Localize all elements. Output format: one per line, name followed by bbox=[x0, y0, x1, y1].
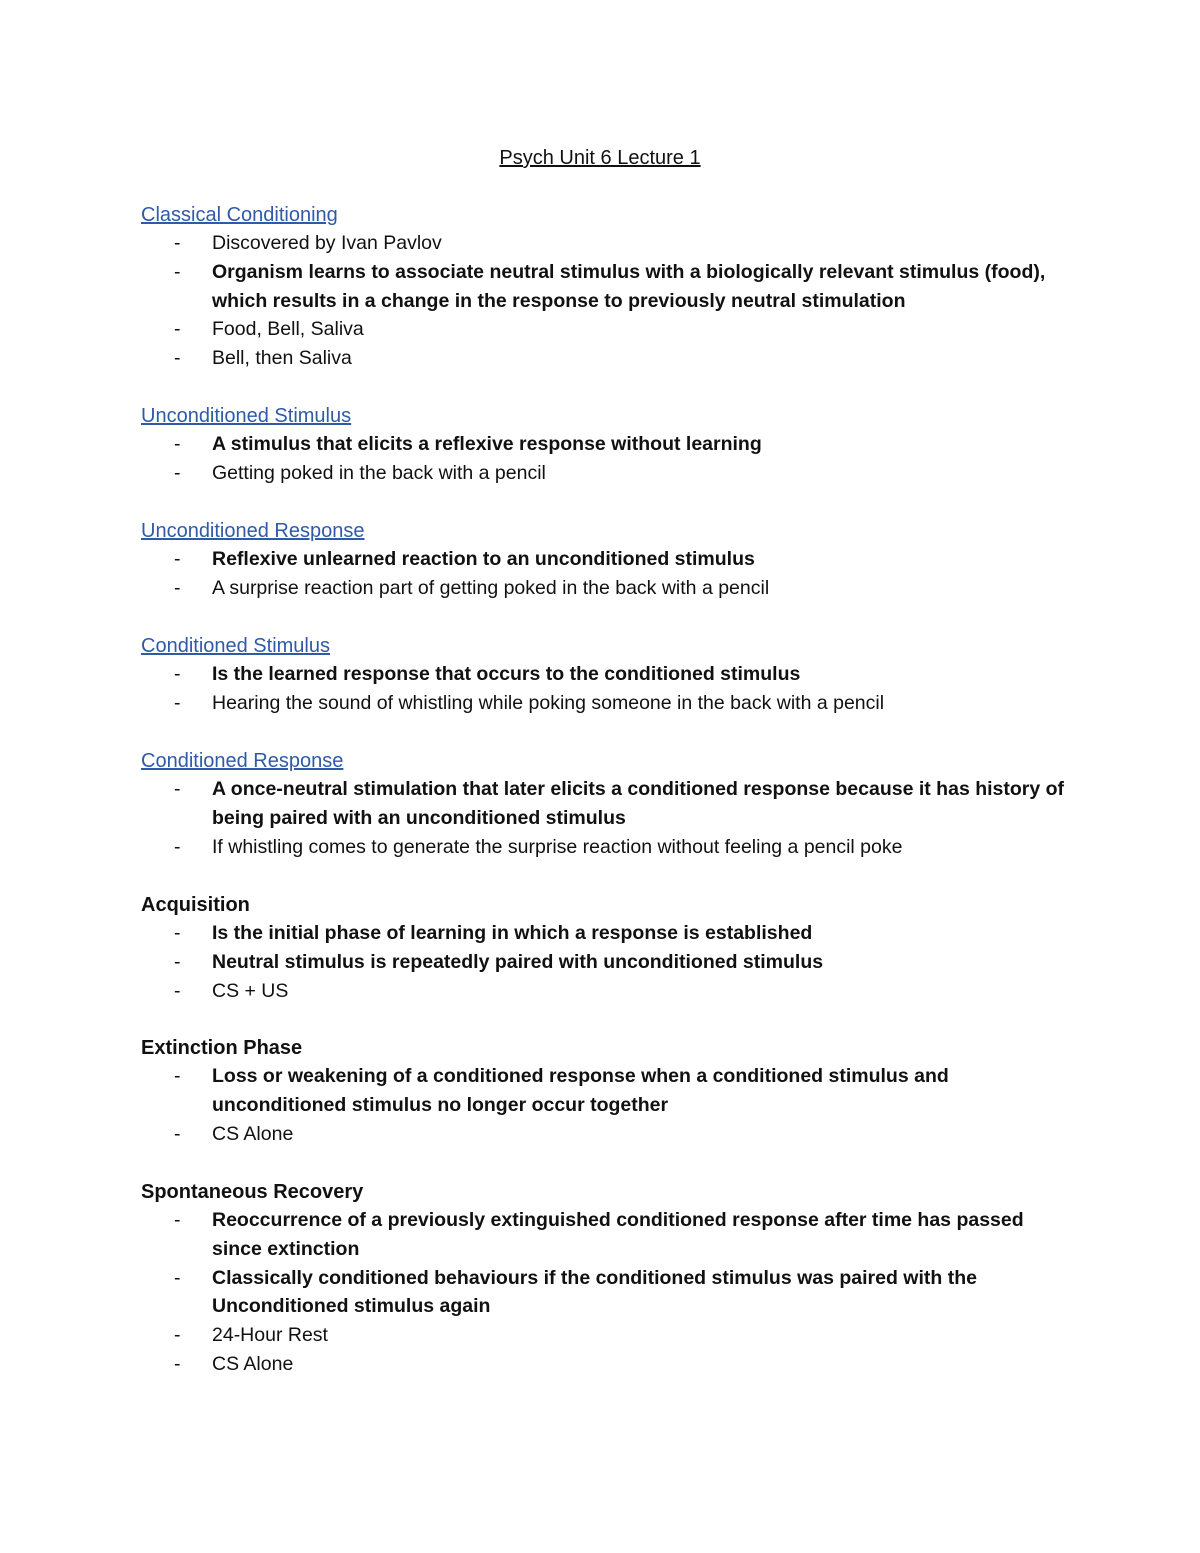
dash-bullet-icon: - bbox=[174, 1324, 181, 1347]
bullet-list bbox=[141, 775, 1071, 861]
section-heading: Unconditioned Response bbox=[141, 520, 365, 542]
bullet-item bbox=[141, 1264, 1071, 1322]
dash-bullet-icon: - bbox=[174, 232, 181, 254]
bullet-text: Neutral stimulus is repeatedly paired with unconditioned stimulus bbox=[212, 950, 824, 973]
dash-bullet-icon: - bbox=[174, 318, 181, 341]
bullet-list bbox=[141, 430, 1071, 488]
bullet-text: Bell, then Saliva bbox=[212, 347, 352, 370]
bullet-item bbox=[141, 430, 1071, 459]
bullet-text: Hearing the sound of whistling while poking someone in the back with a pencil bbox=[212, 691, 885, 714]
section-heading: Extinction Phase bbox=[141, 1037, 303, 1059]
bullet-text: Getting poked in the back with a pencil bbox=[212, 461, 546, 484]
bullet-list bbox=[141, 1206, 1071, 1379]
dash-bullet-icon: - bbox=[174, 691, 181, 714]
bullet-text: Reoccurrence of a previously extinguished conditioned response after time has passed since extinction bbox=[212, 1209, 1024, 1260]
bullet-list bbox=[141, 660, 1071, 718]
dash-bullet-icon: - bbox=[174, 548, 181, 570]
bullet-item bbox=[141, 660, 1071, 689]
dash-bullet-icon: - bbox=[174, 663, 181, 685]
note-section bbox=[141, 1034, 1071, 1148]
bullet-text: CS Alone bbox=[212, 1122, 294, 1145]
dash-bullet-icon: - bbox=[174, 922, 181, 944]
bullet-text: A surprise reaction part of getting poked in the back with a pencil bbox=[212, 576, 770, 599]
bullet-item bbox=[141, 459, 1071, 488]
bullet-text: Food, Bell, Saliva bbox=[212, 318, 364, 341]
note-section bbox=[141, 747, 1071, 861]
bullet-item bbox=[141, 977, 1071, 1006]
dash-bullet-icon: - bbox=[174, 950, 181, 973]
bullet-item bbox=[141, 315, 1071, 344]
bullet-list bbox=[141, 919, 1071, 1005]
bullet-text: If whistling comes to generate the surprise reaction without feeling a pencil poke bbox=[212, 835, 903, 858]
bullet-item bbox=[141, 1120, 1071, 1149]
bullet-item bbox=[141, 545, 1071, 574]
bullet-text: A stimulus that elicits a reflexive response without learning bbox=[212, 433, 762, 455]
note-section bbox=[141, 201, 1071, 373]
section-heading: Unconditioned Stimulus bbox=[141, 405, 352, 427]
bullet-list bbox=[141, 1062, 1071, 1148]
bullet-text: CS + US bbox=[212, 979, 289, 1002]
dash-bullet-icon: - bbox=[174, 835, 181, 858]
dash-bullet-icon: - bbox=[174, 461, 181, 484]
note-section bbox=[141, 517, 1071, 603]
note-section bbox=[141, 891, 1071, 1005]
bullet-item bbox=[141, 689, 1071, 718]
bullet-item bbox=[141, 1321, 1071, 1350]
section-heading: Conditioned Stimulus bbox=[141, 635, 330, 657]
dash-bullet-icon: - bbox=[174, 1065, 181, 1087]
dash-bullet-icon: - bbox=[174, 1266, 181, 1289]
bullet-text: Classically conditioned behaviours if the conditioned stimulus was paired with the Unconditioned stimulus again bbox=[212, 1266, 977, 1318]
note-section bbox=[141, 1178, 1071, 1379]
dash-bullet-icon: - bbox=[174, 260, 181, 283]
bullet-text: Reflexive unlearned reaction to an unconditioned stimulus bbox=[212, 548, 755, 570]
bullet-item bbox=[141, 919, 1071, 948]
bullet-text: 24-Hour Rest bbox=[212, 1324, 328, 1347]
bullet-text: Is the learned response that occurs to the conditioned stimulus bbox=[212, 663, 801, 685]
section-heading: Acquisition bbox=[141, 894, 250, 916]
note-section bbox=[141, 402, 1071, 488]
bullet-text: Organism learns to associate neutral stimulus with a biologically relevant stimulus (food), which results in a change in the response to previously neutral stimulation bbox=[212, 260, 1046, 312]
bullet-text: A once-neutral stimulation that later elicits a conditioned response because it has history of being paired with an unconditioned stimulus bbox=[212, 778, 1065, 829]
bullet-item bbox=[141, 775, 1071, 833]
section-heading: Conditioned Response bbox=[141, 750, 344, 772]
bullet-text: Loss or weakening of a conditioned response when a conditioned stimulus and unconditioned stimulus no longer occur together bbox=[212, 1065, 949, 1116]
bullet-item bbox=[141, 833, 1071, 862]
bullet-text: Is the initial phase of learning in which a response is established bbox=[212, 922, 813, 944]
bullet-text: Discovered by Ivan Pavlov bbox=[212, 232, 442, 254]
section-heading: Classical Conditioning bbox=[141, 204, 338, 226]
bullet-list bbox=[141, 229, 1071, 373]
dash-bullet-icon: - bbox=[174, 1352, 181, 1375]
dash-bullet-icon: - bbox=[174, 433, 181, 455]
bullet-item bbox=[141, 229, 1071, 258]
page-title: Psych Unit 6 Lecture 1 bbox=[499, 147, 701, 169]
bullet-item bbox=[141, 574, 1071, 603]
dash-bullet-icon: - bbox=[174, 347, 181, 370]
bullet-item bbox=[141, 344, 1071, 373]
dash-bullet-icon: - bbox=[174, 1209, 181, 1231]
bullet-item bbox=[141, 258, 1071, 316]
bullet-text: CS Alone bbox=[212, 1352, 294, 1375]
dash-bullet-icon: - bbox=[174, 979, 181, 1002]
dash-bullet-icon: - bbox=[174, 778, 181, 800]
bullet-item bbox=[141, 948, 1071, 977]
dash-bullet-icon: - bbox=[174, 576, 181, 599]
bullet-item bbox=[141, 1206, 1071, 1264]
bullet-item bbox=[141, 1350, 1071, 1379]
bullet-item bbox=[141, 1062, 1071, 1120]
note-section bbox=[141, 632, 1071, 718]
bullet-list bbox=[141, 545, 1071, 603]
dash-bullet-icon: - bbox=[174, 1122, 181, 1145]
section-heading: Spontaneous Recovery bbox=[141, 1181, 364, 1203]
